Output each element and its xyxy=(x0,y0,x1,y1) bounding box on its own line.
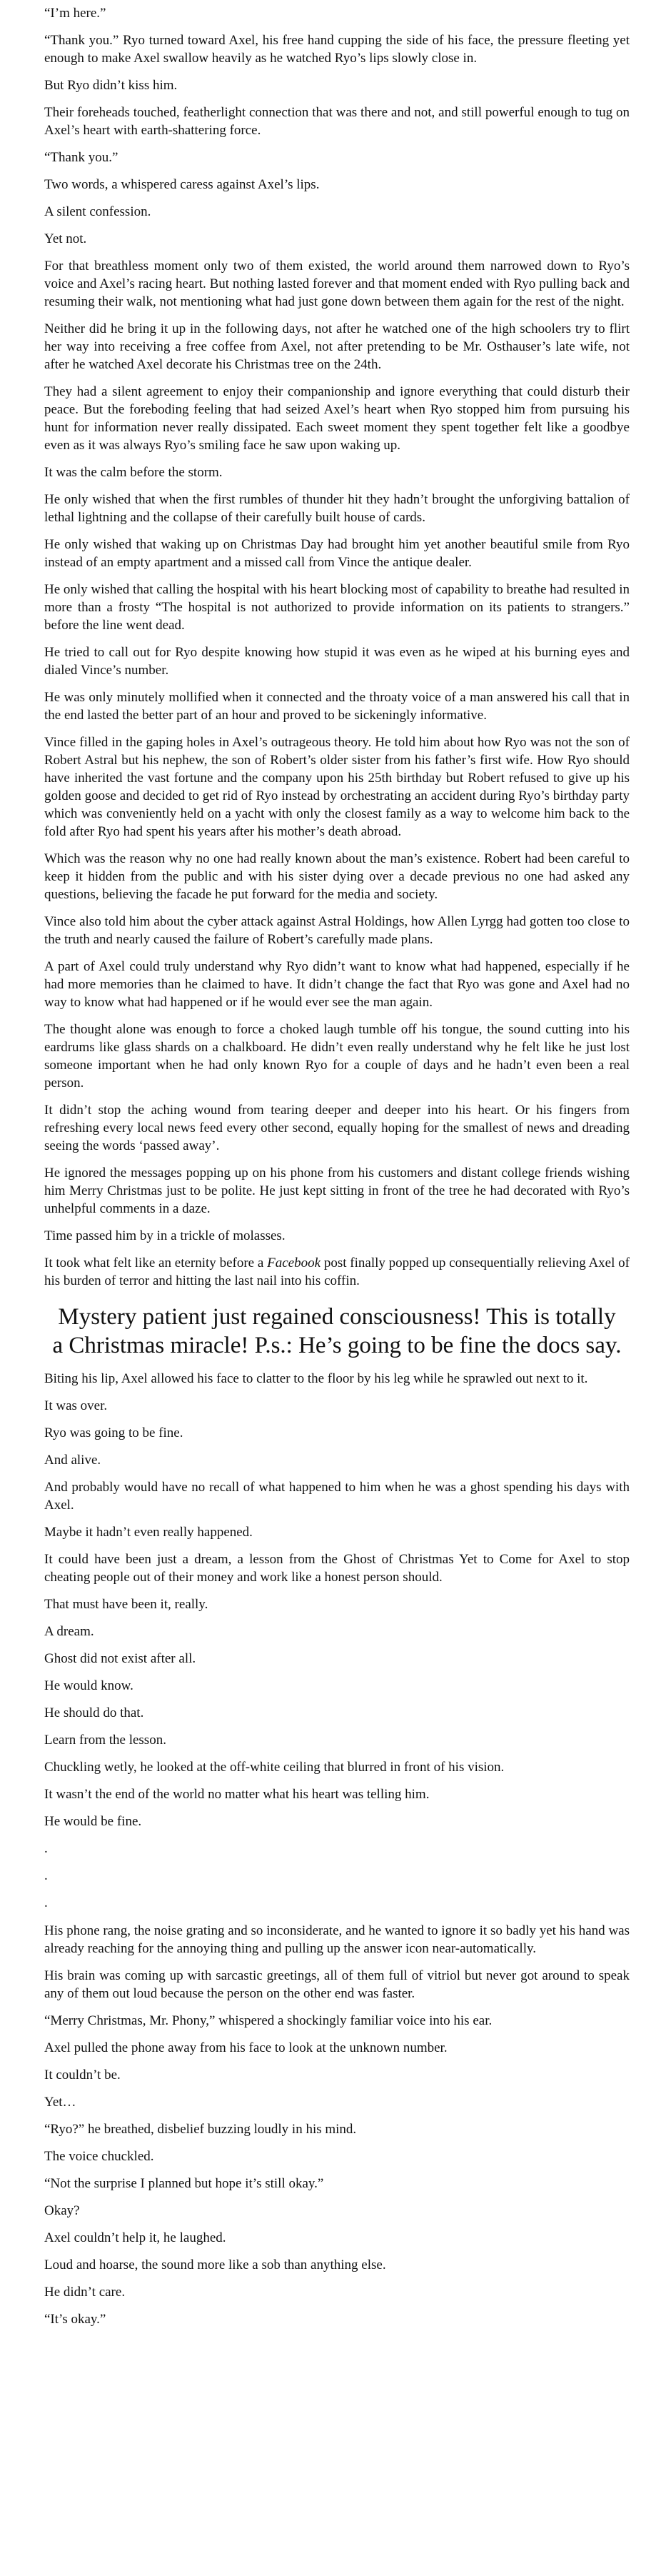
paragraph: But Ryo didn’t kiss him. xyxy=(44,78,178,93)
paragraph: He didn’t care. xyxy=(44,2285,126,2300)
paragraph: That must have been it, really. xyxy=(44,1597,208,1612)
paragraph: It was the calm before the storm. xyxy=(44,465,223,480)
paragraph: Axel couldn’t help it, he laughed. xyxy=(44,2230,226,2245)
paragraph: Their foreheads touched, featherlight connection that was there and not, and still powerful enough to tug on Axel’s heart with earth-shattering force. xyxy=(44,105,630,138)
paragraph: Okay? xyxy=(44,2203,80,2218)
scene-break-dot: . xyxy=(44,1841,48,1856)
paragraph: “Thank you.” Ryo turned toward Axel, his free hand cupping the side of his face, the pressure fleeting yet enough to make Axel swallow heavily as he watched Ryo’s lips slowly close in. xyxy=(44,33,630,66)
paragraph: Axel pulled the phone away from his face to look at the unknown number. xyxy=(44,2040,448,2055)
paragraph: “Thank you.” xyxy=(44,150,118,165)
paragraph: And probably would have no recall of what happened to him when he was a ghost spending his days with Axel. xyxy=(44,1480,630,1513)
paragraph: They had a silent agreement to enjoy their companionship and ignore everything that could disturb their peace. But the foreboding feeling that had seized Axel’s heart when Ryo stopped him from pursuing his hunt for information never really dissipated. Each sweet moment they spent together felt like a goodbye even as it was always Ryo’s smiling face he saw upon waking up. xyxy=(44,384,630,453)
paragraph: A dream. xyxy=(44,1624,94,1639)
paragraph: He ignored the messages popping up on his phone from his customers and distant college friends wishing him Merry Christmas just to be polite. He just kept sitting in front of the tree he had decorated with Ryo’s unhelpful comments in a daze. xyxy=(44,1166,630,1216)
facebook-paragraph-text: It took what felt like an eternity before a xyxy=(44,1256,268,1271)
paragraph: It wasn’t the end of the world no matter what his heart was telling him. xyxy=(44,1787,430,1802)
facebook-emphasis: Facebook xyxy=(267,1256,321,1271)
post-heading: Mystery patient just regained consciousness! This is totally a Christmas miracle! P.s.: He’s going to be fine the docs say. xyxy=(52,1304,622,1358)
facebook-paragraph xyxy=(44,1254,630,1290)
paragraph: And alive. xyxy=(44,1453,101,1468)
paragraph: Learn from the lesson. xyxy=(44,1733,166,1748)
paragraph: A part of Axel could truly understand why Ryo didn’t want to know what had happened, especially if he had more memories than he claimed to have. It didn’t change the fact that Ryo was gone and Axel had no way to know what had happened or if he would ever see the man again. xyxy=(44,959,630,1010)
paragraph: A silent confession. xyxy=(44,204,151,219)
paragraph: Yet not. xyxy=(44,231,87,246)
paragraph: Chuckling wetly, he looked at the off-white ceiling that blurred in front of his vision. xyxy=(44,1760,505,1775)
paragraph: He tried to call out for Ryo despite knowing how stupid it was even as he wiped at his burning eyes and dialed Vince’s number. xyxy=(44,645,630,678)
paragraph: “I’m here.” xyxy=(44,6,106,21)
paragraph: He would know. xyxy=(44,1678,133,1693)
paragraph: It didn’t stop the aching wound from tearing deeper and deeper into his heart. Or his fingers from refreshing every local news feed every other second, equally hoping for the smallest of news and dreading seeing the words ‘passed away’. xyxy=(44,1103,630,1153)
paragraph: Ghost did not exist after all. xyxy=(44,1651,196,1666)
paragraph: It couldn’t be. xyxy=(44,2068,121,2083)
paragraph: It was over. xyxy=(44,1398,108,1413)
document-body xyxy=(0,4,671,2328)
paragraph: The voice chuckled. xyxy=(44,2149,154,2164)
paragraph: Ryo was going to be fine. xyxy=(44,1425,183,1440)
paragraph: He only wished that when the first rumbles of thunder hit they hadn’t brought the unforgiving battalion of lethal lightning and the collapse of their carefully built house of cards. xyxy=(44,492,630,525)
paragraph: Biting his lip, Axel allowed his face to clatter to the floor by his leg while he sprawled out next to it. xyxy=(44,1371,588,1386)
paragraph: The thought alone was enough to force a choked laugh tumble off his tongue, the sound cutting into his eardrums like glass shards on a chalkboard. He didn’t even really understand why he felt like he just lost someone important when he had only known Ryo for a couple of days and he hadn’t even been a real person. xyxy=(44,1022,630,1091)
paragraph: For that breathless moment only two of them existed, the world around them narrowed down to Ryo’s voice and Axel’s racing heart. But nothing lasted forever and that moment ended with Ryo pulling back and resuming their walk, not mentioning what had just gone down between them again for the rest of the night. xyxy=(44,259,630,309)
paragraph: He should do that. xyxy=(44,1705,144,1720)
paragraph: His phone rang, the noise grating and so inconsiderate, and he wanted to ignore it so badly yet his hand was already reaching for the annoying thing and pulling up the answer icon near-automatically. xyxy=(44,1923,630,1956)
paragraph: “Ryo?” he breathed, disbelief buzzing loudly in his mind. xyxy=(44,2122,357,2137)
paragraph: He would be fine. xyxy=(44,1814,142,1829)
scene-break-dot: . xyxy=(44,1895,48,1910)
paragraph: Loud and hoarse, the sound more like a sob than anything else. xyxy=(44,2257,386,2272)
paragraph: Which was the reason why no one had really known about the man’s existence. Robert had been careful to keep it hidden from the public and with his sister dying over a decade previous no one had asked any questions, believing the facade he put forward for the media and society. xyxy=(44,851,630,902)
paragraph: Yet… xyxy=(44,2095,76,2110)
paragraph: He was only minutely mollified when it connected and the throaty voice of a man answered his call that in the end lasted the better part of an hour and proved to be sickeningly informative. xyxy=(44,690,630,723)
paragraph: Neither did he bring it up in the following days, not after he watched one of the high schoolers try to flirt her way into receiving a free coffee from Axel, not after pretending to be Mr. Osthauser’s late wife, not after he watched Axel decorate his Christmas tree on the 24th. xyxy=(44,321,630,372)
paragraph: He only wished that calling the hospital with his heart blocking most of capability to breathe had resulted in more than a frosty “The hospital is not authorized to provide information on its patients to strangers.” before the line went dead. xyxy=(44,582,630,633)
paragraph: Vince also told him about the cyber attack against Astral Holdings, how Allen Lyrgg had gotten too close to the truth and nearly caused the failure of Robert’s carefully made plans. xyxy=(44,914,630,947)
facebook-paragraph-text: post finally popped up consequentially relieving Axel of his burden of terror and hitting the last nail into his coffin. xyxy=(44,1256,630,1288)
paragraph: “Not the surprise I planned but hope it’s still okay.” xyxy=(44,2176,324,2191)
paragraph: Time passed him by in a trickle of molasses. xyxy=(44,1228,286,1243)
paragraph: His brain was coming up with sarcastic greetings, all of them full of vitriol but never got around to speak any of them out loud because the person on the other end was faster. xyxy=(44,1968,630,2001)
paragraph: “Merry Christmas, Mr. Phony,” whispered a shockingly familiar voice into his ear. xyxy=(44,2013,493,2028)
paragraph: “It’s okay.” xyxy=(44,2312,106,2327)
paragraph: It could have been just a dream, a lesson from the Ghost of Christmas Yet to Come for Axel to stop cheating people out of their money and work like a honest person should. xyxy=(44,1552,630,1585)
paragraph: He only wished that waking up on Christmas Day had brought him yet another beautiful smile from Ryo instead of an empty apartment and a missed call from Vince the antique dealer. xyxy=(44,537,630,570)
paragraph: Maybe it hadn’t even really happened. xyxy=(44,1525,253,1540)
paragraph: Two words, a whispered caress against Axel’s lips. xyxy=(44,177,320,192)
paragraph: Vince filled in the gaping holes in Axel’s outrageous theory. He told him about how Ryo was not the son of Robert Astral but his nephew, the son of Robert’s older sister from his father’s first wife. How Ryo should have inherited the vast fortune and the company upon his 25th birthday but Robert refused to give up his golden goose and decided to get rid of Ryo instead by orchestrating an accident during Ryo’s birthday party which was conveniently held on a yacht with only the closest family as a way to welcome him back to the fold after Ryo had spent his years after his mother’s death abroad. xyxy=(44,735,630,839)
scene-break-dot: . xyxy=(44,1868,48,1883)
